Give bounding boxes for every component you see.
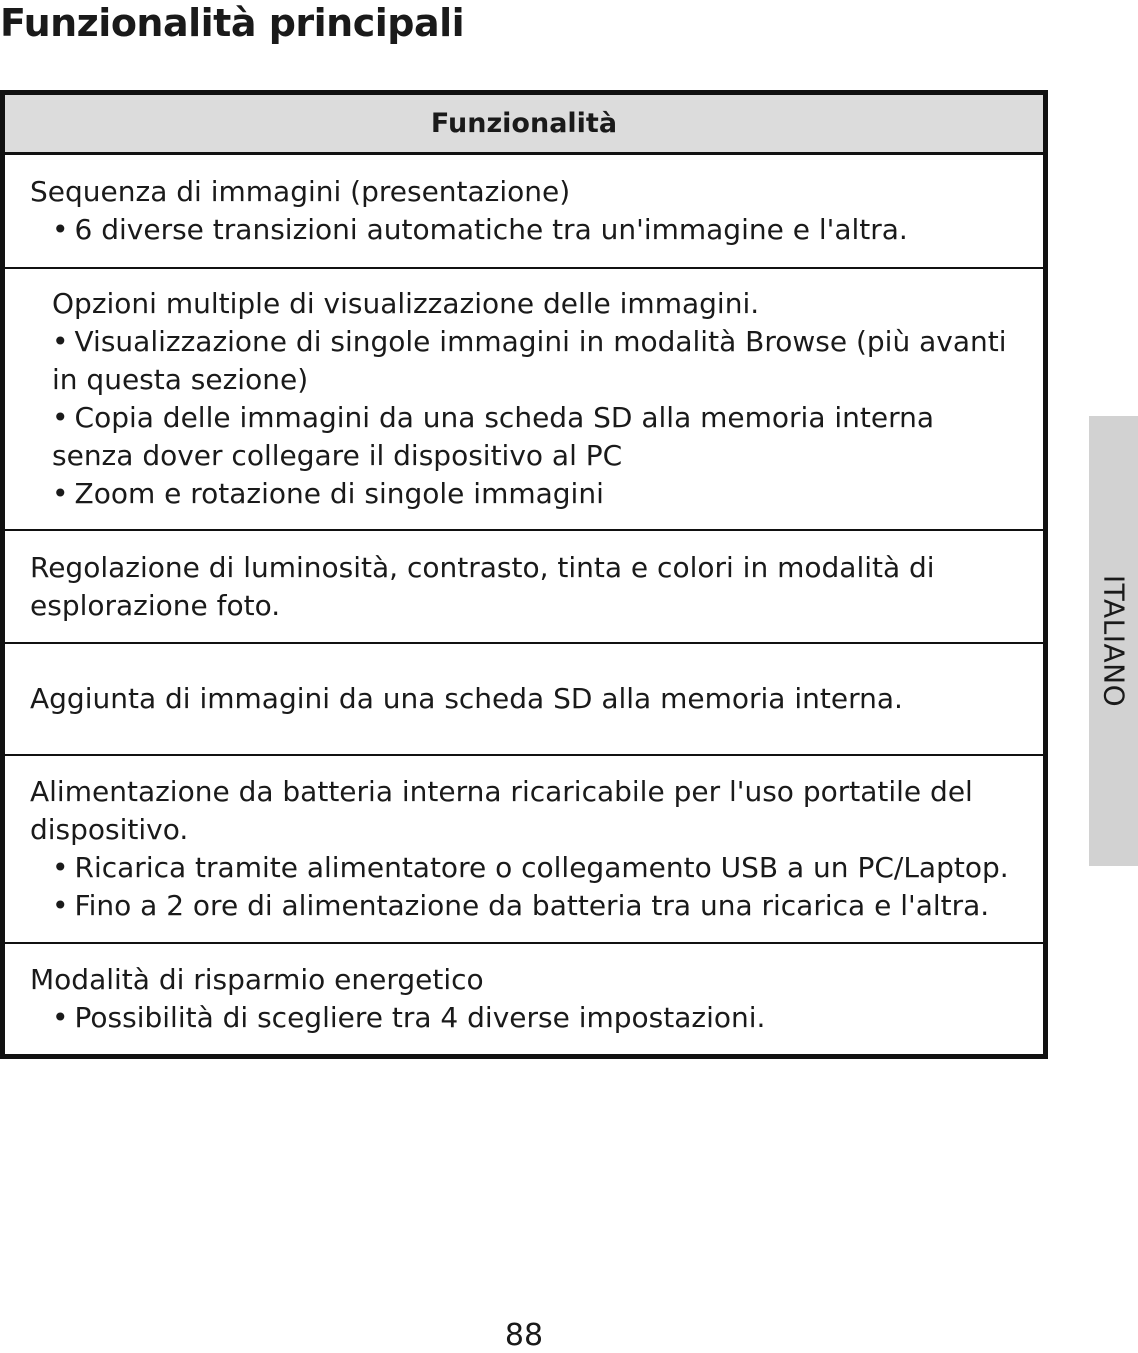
table-row (5, 531, 1043, 644)
table-row (5, 756, 1043, 944)
bullet-icon: • (52, 889, 69, 922)
table-row (5, 944, 1043, 1054)
bullet-icon: • (52, 325, 69, 358)
bullet-item: • Possibilità di scegliere tra 4 diverse impostazioni. (30, 999, 1029, 1037)
table-header: Funzionalità (5, 95, 1043, 155)
bullet-icon: • (52, 851, 69, 884)
page-number: 88 (504, 1318, 544, 1353)
bullet-item: • Fino a 2 ore di alimentazione da batteria tra una ricarica e l'altra. (30, 887, 1029, 925)
row-text: Alimentazione da batteria interna ricaricabile per l'uso portatile del (30, 775, 973, 808)
bullet-item: • Zoom e rotazione di singole immagini (30, 475, 1029, 513)
features-table (0, 90, 1048, 1059)
bullet-icon: • (52, 1001, 69, 1034)
bullet-icon: • (52, 401, 69, 434)
bullet-item: • 6 diverse transizioni automatiche tra un'immagine e l'altra. (30, 211, 1029, 249)
table-row (5, 269, 1043, 531)
bullet-item: • Ricarica tramite alimentatore o collegamento USB a un PC/Laptop. (30, 849, 1029, 887)
row-text: Modalità di risparmio energetico (30, 963, 484, 996)
row-text: Sequenza di immagini (presentazione) (30, 175, 571, 208)
row-text: dispositivo. (30, 813, 189, 846)
row-text: Opzioni multiple di visualizzazione delle immagini. (52, 287, 760, 320)
row-text: Regolazione di luminosità, contrasto, tinta e colori in modalità di (30, 550, 935, 584)
row-text: Aggiunta di immagini da una scheda SD alla memoria interna. (30, 682, 903, 715)
bullet-continuation: senza dover collegare il dispositivo al PC (52, 439, 623, 472)
bullet-continuation: in questa sezione) (52, 363, 309, 396)
table-row (5, 644, 1043, 756)
table-row (5, 155, 1043, 269)
language-side-tab (1089, 416, 1138, 866)
bullet-item: • Copia delle immagini da una scheda SD alla memoria interna (30, 399, 1029, 437)
bullet-item: • Visualizzazione di singole immagini in modalità Browse (più avanti (30, 323, 1029, 361)
page-title: Funzionalità principali (0, 1, 465, 45)
language-tab-label: ITALIANO (1097, 574, 1130, 708)
bullet-icon: • (52, 213, 69, 246)
row-text: esplorazione foto. (30, 588, 281, 622)
bullet-icon: • (52, 477, 69, 510)
